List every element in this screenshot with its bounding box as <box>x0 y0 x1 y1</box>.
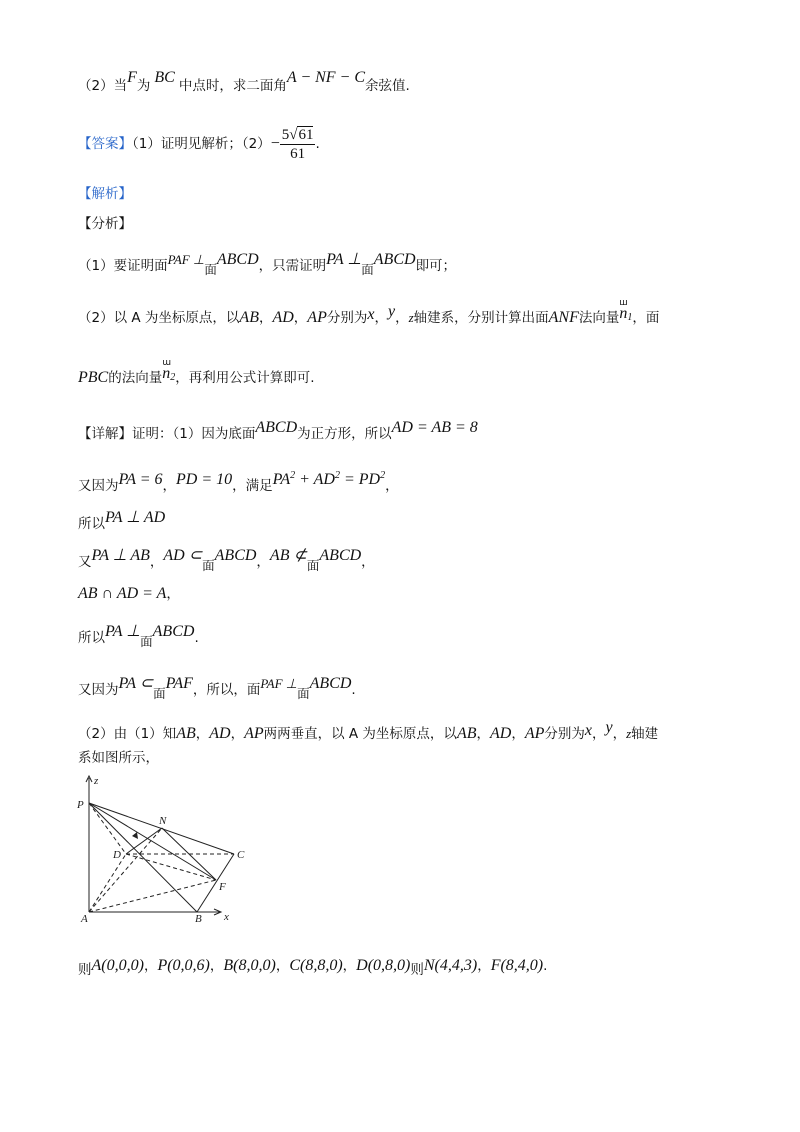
pyramid-figure <box>74 772 254 924</box>
edge-af-hidden <box>89 880 216 912</box>
label-p: P <box>77 799 84 811</box>
detail-line-5: AB ∩ AD = A， <box>78 585 180 602</box>
analysis-line-3: PBC的法向量 ɯ $n_2$，再利用公式计算即可. <box>78 358 315 386</box>
analysis-tag: 【解析】 <box>78 186 132 202</box>
label-z: z <box>94 775 99 787</box>
edge-dn <box>126 828 162 854</box>
detail-line-1: 【详解】证明：（1）因为底面ABCD为正方形，所以AD = AB = 8 <box>78 419 478 442</box>
edge-pf <box>89 803 216 880</box>
analysis-line-1: （1）要证明面PAF ⊥面ABCD，只需证明PA ⊥面ABCD即可； <box>78 251 457 277</box>
normal-vector-n1: ш $n_1$ <box>619 298 633 323</box>
label-c: C <box>237 849 245 861</box>
answer-fraction: $\frac{5√61}{61}$ <box>281 126 314 162</box>
label-n: N <box>159 815 167 827</box>
coordinates-line: 则A(0,0,0)，P(0,0,6)，B(8,0,0)，C(8,8,0)，D(0,8,0)则N(4,4,3)，F(8,4,0). <box>78 957 548 978</box>
label-b: B <box>195 913 202 924</box>
edge-bc <box>197 854 234 912</box>
question-2: （2）当F为 BC 中点时，求二面角A − NF − C余弦值. <box>78 69 410 94</box>
edge-ad-hidden <box>89 854 126 912</box>
detail-tag: 【详解】 <box>78 426 132 442</box>
dihedral-angle: A − NF − C <box>286 69 366 86</box>
label-d: D <box>113 849 121 861</box>
analysis-line-2: （2）以 A 为坐标原点，以AB，AD，AP分别为x，y，z轴建系，分别计算出面ANF法向量 ш $n_1$，面 <box>78 298 660 326</box>
label-a: A <box>81 913 88 924</box>
detail-line-7: 又因为PA ⊂面PAF，所以，面PAF ⊥面ABCD. <box>78 675 356 701</box>
detail-line-9: 系如图所示， <box>78 750 159 766</box>
edge-pd-hidden <box>89 803 126 854</box>
detail-line-2: 又因为PA = 6，PD = 10，满足$PA^2 + AD^2 = PD^2$， <box>78 470 399 494</box>
label-f: F <box>219 881 226 893</box>
answer-line: 【答案】（1）证明见解析；（2）− $\frac{5√61}{61}$ . <box>78 126 320 162</box>
segment-bc: BC <box>154 69 175 86</box>
detail-line-8: （2）由（1）知AB，AD，AP两两垂直，以 A 为坐标原点，以AB，AD，AP分别为x，y，z轴建 <box>78 719 659 742</box>
label-x: x <box>224 911 229 923</box>
answer-tag: 【答案】 <box>78 136 132 152</box>
point-f: F <box>127 69 137 86</box>
edge-an-hidden <box>89 828 162 912</box>
detail-line-4: 又PA ⊥ AB，AD ⊂面ABCD，AB ⊄面ABCD， <box>78 547 375 573</box>
normal-vector-n2: ɯ $n_2$ <box>162 358 176 383</box>
right-angle-mark <box>132 832 138 839</box>
edge-pb <box>89 803 197 912</box>
fenxi-tag: 【分析】 <box>78 216 132 232</box>
detail-line-6: 所以PA ⊥面ABCD. <box>78 623 199 649</box>
detail-line-3: 所以PA ⊥ AD <box>78 509 166 532</box>
